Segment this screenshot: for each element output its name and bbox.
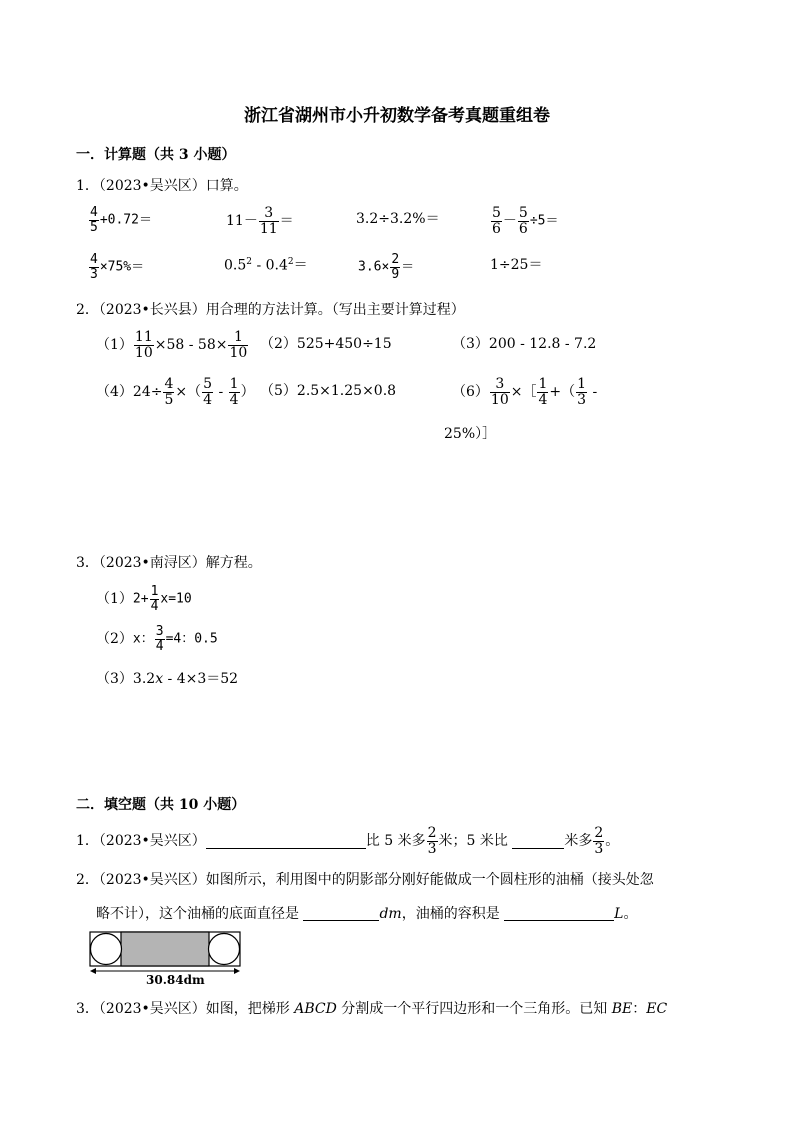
question-3-stem: 3．（2023•南浔区）解方程。: [76, 555, 262, 571]
fill-question-3: 3．（2023•吴兴区）如图，把梯形 ABCD 分割成一个平行四边形和一个三角形。已知 BE：EC: [76, 1001, 668, 1017]
answer-blank[interactable]: [206, 834, 366, 849]
equation-1: （1）2+ $\frac{1}{4}$ x=10: [96, 584, 192, 614]
left-circle: [91, 934, 122, 965]
dimension-arrow-left: [90, 968, 96, 974]
calc-part-2: （2）525+450÷15: [260, 336, 392, 352]
oral-calc-b: 11－ $\frac{3}{11}$ ＝: [226, 205, 294, 237]
equation-3: （3）3.2x - 4×3＝52: [96, 671, 239, 687]
fill-question-2-line-2: 略不计），这个油桶的底面直径是 dm，油桶的容积是 L。: [96, 906, 638, 922]
dimension-arrow-right: [234, 968, 240, 974]
calc-part-5: （5）2.5×1.25×0.8: [260, 383, 397, 399]
oral-calc-c: 3.2÷3.2%＝: [356, 211, 440, 227]
calc-part-4: （4）24÷ $\frac{4}{5}$ ×（ $\frac{5}{4}$ - $\frac{1}{4}$ ）: [96, 376, 255, 408]
answer-blank[interactable]: [504, 906, 614, 921]
oral-calc-h: 1÷25＝: [490, 257, 543, 273]
page-title: 浙江省湖州市小升初数学备考真题重组卷: [244, 106, 550, 126]
oral-calc-g: 3.6× $\frac{2}{9}$ ＝: [358, 252, 415, 282]
equation-2: （2）x： $\frac{3}{4}$ =4：0.5: [96, 624, 218, 654]
section-heading-fill-blank: 二．填空题（共 10 小题）: [76, 797, 246, 813]
calc-part-6-continued: 25%）］: [444, 426, 497, 442]
question-1-stem: 1．（2023•吴兴区）口算。: [76, 178, 248, 194]
right-circle: [209, 934, 240, 965]
section-heading-calculation: 一．计算题（共 3 小题）: [76, 147, 236, 163]
answer-blank[interactable]: [512, 834, 564, 849]
calc-part-1: （1） $\frac{11}{10}$ ×58 - 58× $\frac{1}{10}$: [96, 329, 248, 361]
oral-calc-e: $\frac{4}{3}$ ×75%＝: [90, 252, 145, 282]
shaded-rectangle: [121, 932, 209, 966]
fill-question-2-line-1: 2．（2023•吴兴区）如图所示，利用图中的阴影部分刚好能做成一个圆柱形的油桶（接头处忽: [76, 872, 654, 888]
answer-blank[interactable]: [303, 906, 379, 921]
calc-part-6: （6） $\frac{3}{10}$ ×［ $\frac{1}{4}$ +（ $\frac{1}{3}$ -: [452, 376, 598, 408]
calc-part-3: （3）200 - 12.8 - 7.2: [452, 336, 597, 352]
oral-calc-d: $\frac{5}{6}$ － $\frac{5}{6}$ ÷5＝: [492, 205, 559, 237]
oral-calc-a: $\frac{4}{5}$ +0.72＝: [90, 205, 152, 235]
figure-dimension-label: 30.84dm: [146, 973, 205, 987]
fill-question-1: 1．（2023•吴兴区） 比 5 米多 $\frac{2}{3}$ 米；5 米比 米多 $\frac{2}{3}$ 。: [76, 825, 620, 857]
question-2-stem: 2．（2023•长兴县）用合理的方法计算。（写出主要计算过程）: [76, 302, 465, 318]
oral-calc-f: $0.5^2 - 0.4^2=$: [224, 257, 308, 274]
